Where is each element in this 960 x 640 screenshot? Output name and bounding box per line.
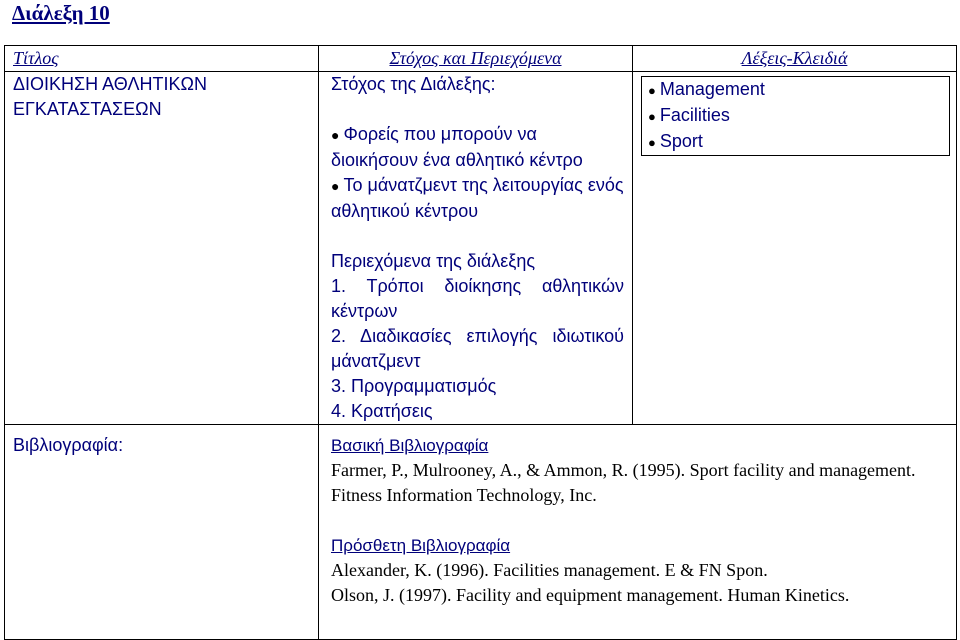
contents-heading: Περιεχόμενα της διάλεξης [331, 251, 536, 271]
header-title: Τίτλος [5, 46, 319, 72]
bibliography-label: Βιβλιογραφία: [13, 435, 124, 455]
bullet-icon: ● [331, 178, 340, 194]
list-item: ● Φορείς που μπορούν να διοικήσουν ένα αθλητικό κέντρο [331, 124, 583, 170]
table-main-row [5, 72, 957, 425]
bibliography-row [5, 425, 957, 640]
table-header-row [5, 46, 957, 72]
keywords-box [641, 76, 950, 156]
goal-list [331, 122, 624, 224]
bullet-icon: ● [331, 127, 340, 143]
page-title: Διάλεξη 10 [12, 1, 110, 25]
bibliography-cell [319, 425, 957, 640]
lecture-title-cell [5, 72, 319, 425]
lecture-title: ΔΙΟΙΚΗΣΗ ΑΘΛΗΤΙΚΩΝ ΕΓΚΑΤΑΣΤΑΣΕΩΝ [13, 74, 207, 119]
list-item: ● Το μάνατζμεντ της λειτουργίας ενός αθλητικού κέντρου [331, 175, 624, 221]
bullet-icon: ● [648, 83, 656, 98]
keyword-item: ● Management [648, 79, 765, 99]
bibliography-entry: Farmer, P., Mulrooney, A., & Ammon, R. (1995). Sport facility and management. Fitness Information Technology, Inc. [331, 460, 916, 505]
bibliography-entry: Olson, J. (1997). Facility and equipment management. Human Kinetics. [331, 585, 850, 605]
contents-item: 4. Κρατήσεις [331, 401, 433, 421]
contents-item: 3. Προγραμματισμός [331, 376, 497, 396]
contents-item: 2. Διαδικασίες επιλογής ιδιωτικού μάνατζμεντ [331, 326, 624, 371]
header-goals-contents: Στόχος και Περιεχόμενα [319, 46, 633, 72]
goal-heading: Στόχος της Διάλεξης: [331, 74, 496, 94]
bibliography-entry: Alexander, K. (1996). Facilities management. E & FN Spon. [331, 560, 768, 580]
keywords-cell [633, 72, 957, 425]
keyword-item: ● Sport [648, 131, 703, 151]
bullet-icon: ● [648, 135, 656, 150]
basic-bibliography-heading: Βασική Βιβλιογραφία [331, 436, 489, 455]
lecture-table [4, 45, 957, 640]
goals-contents-cell [319, 72, 633, 425]
bibliography-label-cell [5, 425, 319, 640]
keyword-item: ● Facilities [648, 105, 730, 125]
contents-item: 1. Τρόποι διοίκησης αθλητικών κέντρων [331, 276, 624, 321]
bullet-icon: ● [648, 109, 656, 124]
additional-bibliography-heading: Πρόσθετη Βιβλιογραφία [331, 536, 511, 555]
header-keywords: Λέξεις-Κλειδιά [633, 46, 957, 72]
